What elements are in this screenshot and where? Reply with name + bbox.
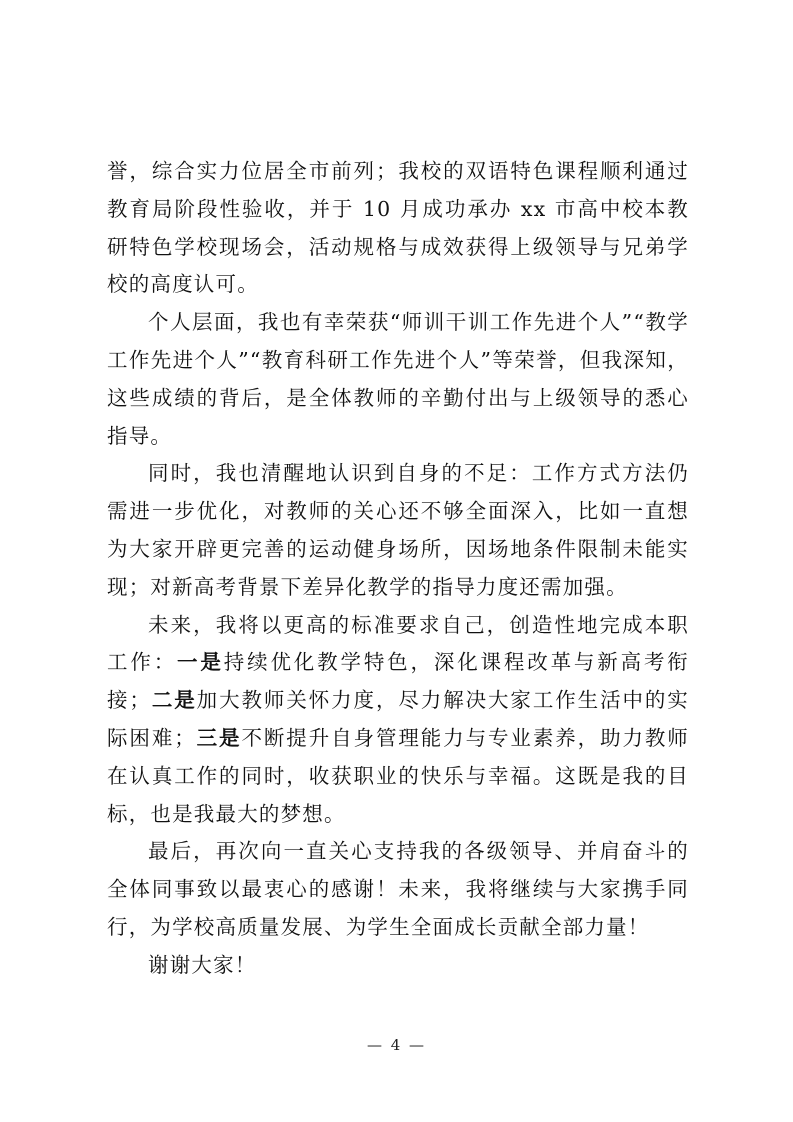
paragraph-closing: 谢谢大家！ <box>148 952 257 977</box>
page-number: — 4 — <box>366 1036 427 1054</box>
paragraph-personal-honors: 个人层面，我也有幸荣获“师训干训工作先进个人”“教学工作先进个人”“教育科研工作先进个人”等荣誉，但我深知，这些成绩的背后，是全体教师的辛勤付出与上级领导的悉心指导。 <box>107 310 689 448</box>
paragraph-honors-continued: 誉，综合实力位居全市前列；我校的双语特色课程顺利通过教育局阶段性验收，并于 10 月成功承办 xx 市高中校本教研特色学校现场会，活动规格与成效获得上级领导与兄弟学校的高度认可。 <box>107 159 689 297</box>
point-two-marker: 二是 <box>151 688 197 713</box>
paragraph-future-plans <box>107 607 689 834</box>
point-one-text: 持续优化教学特色，深化课程改革与新高考衔接； <box>107 650 690 713</box>
paragraph-shortcomings: 同时，我也清醒地认识到自身的不足：工作方式方法仍需进一步优化，对教师的关心还不够全面深入，比如一直想为大家开辟更完善的运动健身场所，因场地条件限制未能实现；对新高考背景下差异化教学的指导力度还需加强。 <box>107 461 689 599</box>
future-plans-intro: 未来，我将以更高的标准要求自己，创造性地完成本职工作： <box>107 612 689 675</box>
point-three-text: 不断提升自身管理能力与专业素养，助力教师在认真工作的同时，收获职业的快乐与幸福。这既是我的目标，也是我最大的梦想。 <box>107 725 689 826</box>
point-one-marker: 一是 <box>177 650 224 675</box>
point-two-text: 加大教师关怀力度，尽力解决大家工作生活中的实际困难； <box>107 688 690 750</box>
document-body <box>107 153 689 985</box>
paragraph-gratitude: 最后，再次向一直关心支持我的各级领导、并肩奋斗的全体同事致以最衷心的感谢！未来，我将继续与大家携手同行，为学校高质量发展、为学生全面成长贡献全部力量！ <box>107 839 689 939</box>
point-three-marker: 三是 <box>195 725 242 750</box>
